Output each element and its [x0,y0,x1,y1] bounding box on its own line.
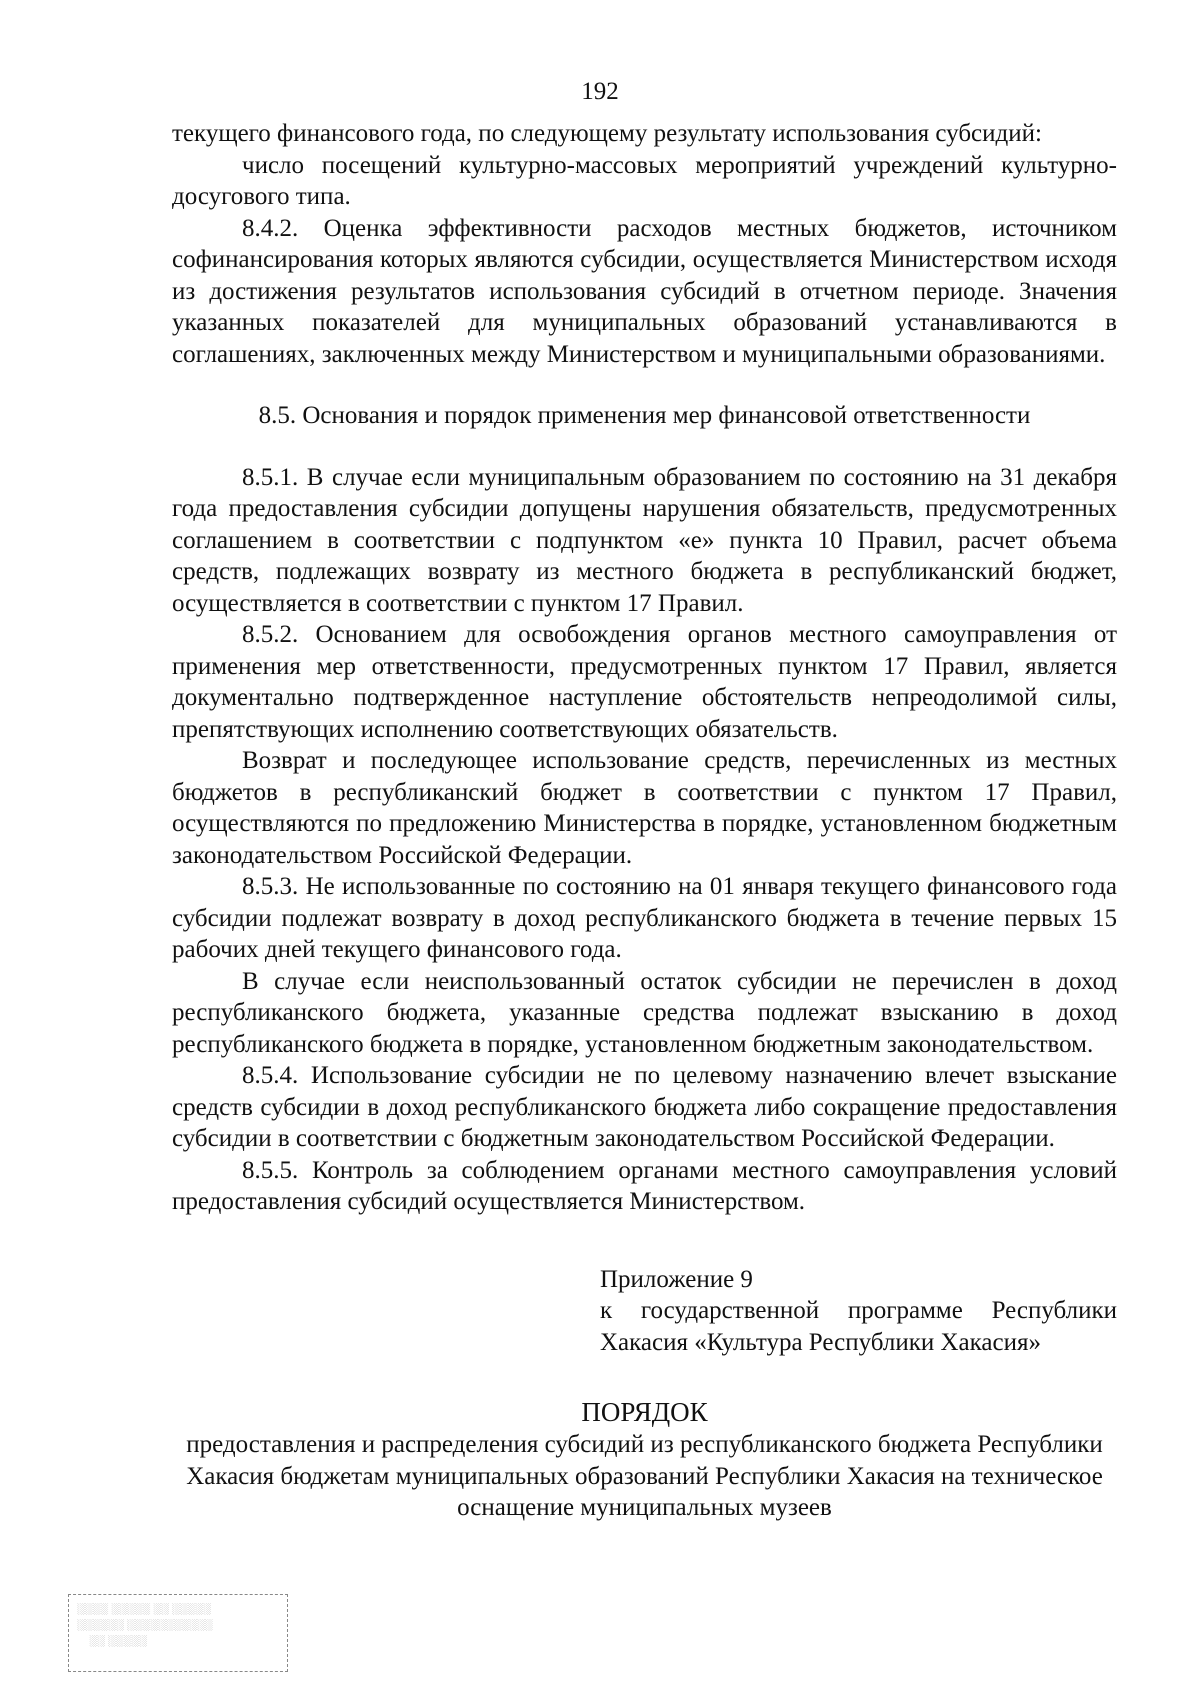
order-subtitle: предоставления и распределения субсидий из республиканского бюджета Республики Хакасия бюджетам муниципальных образований Республики Хакасия на техническое оснащение муниципальных музеев [186,1431,1103,1521]
paragraph: число посещений культурно-массовых мероприятий учреждений культурно-досугового типа. [172,151,1117,210]
section-heading-8-5: 8.5. Основания и порядок применения мер финансовой ответственности [258,402,1031,429]
paragraph-8-5-3: 8.5.3. Не использованные по состоянию на 01 января текущего финансового года субсидии подлежат возврату в доход республиканского бюджета в течение первых 15 рабочих дней текущего финансового года. [172,873,1117,963]
paragraph-8-5-2: 8.5.2. Основанием для освобождения органов местного самоуправления от применения мер ответственности, предусмотренных пунктом 17 Правил, является документально подтвержденное наступление обстоятельств непреодолимой силы, препятствующих исполнению соответствующих обязательств. [172,621,1117,743]
document-body [172,118,1117,1524]
appendix-block [600,1264,1117,1359]
paragraph: Возврат и последующее использование средств, перечисленных из местных бюджетов в республиканский бюджет в соответствии с пунктом 17 Правил, осуществляются по предложению Министерства в порядке, установленном бюджетным законодательством Российской Федерации. [172,747,1117,869]
paragraph: текущего финансового года, по следующему результату использования субсидий: [172,120,1042,147]
paragraph: В случае если неиспользованный остаток субсидии не перечислен в доход республиканского бюджета, указанные средства подлежат взысканию в доход республиканского бюджета в порядке, установленном бюджетным законодательством. [172,967,1117,1058]
appendix-reference: к государственной программе Республики Хакасия «Культура Республики Хакасия» [600,1297,1117,1356]
faded-stamp: ░░░░ ░░░░░ ░░ ░░░░░ ░░░░░░ ░░░░░░░░░░░ ░░ ░░░░░ [68,1594,288,1672]
page-number: 192 [581,78,619,105]
appendix-number: Приложение 9 [600,1265,753,1293]
order-title: ПОРЯДОК [581,1397,708,1427]
paragraph-8-5-1: 8.5.1. В случае если муниципальным образованием по состоянию на 31 декабря года предоставления субсидии допущены нарушения обязательств, предусмотренных соглашением в соответствии с подпунктом «е» пункта 10 Правил, расчет объема средств, подлежащих возврату из местного бюджета в республиканский бюджет, осуществляется в соответствии с пунктом 17 Правил. [172,463,1117,617]
paragraph-8-5-4: 8.5.4. Использование субсидии не по целевому назначению влечет взыскание средств субсидии в доход республиканского бюджета либо сокращение предоставления субсидии в соответствии с бюджетным законодательством Российской Федерации. [172,1062,1117,1152]
paragraph-8-4-2: 8.4.2. Оценка эффективности расходов местных бюджетов, источником софинансирования которых являются субсидии, осуществляется Министерством исходя из достижения результатов использования субсидий в отчетном периоде. Значения указанных показателей для муниципальных образований устанавливаются в соглашениях, заключенных между Министерством и муниципальными образованиями. [172,214,1117,368]
paragraph-8-5-5: 8.5.5. Контроль за соблюдением органами местного самоуправления условий предоставления субсидий осуществляется Министерством. [172,1156,1117,1215]
